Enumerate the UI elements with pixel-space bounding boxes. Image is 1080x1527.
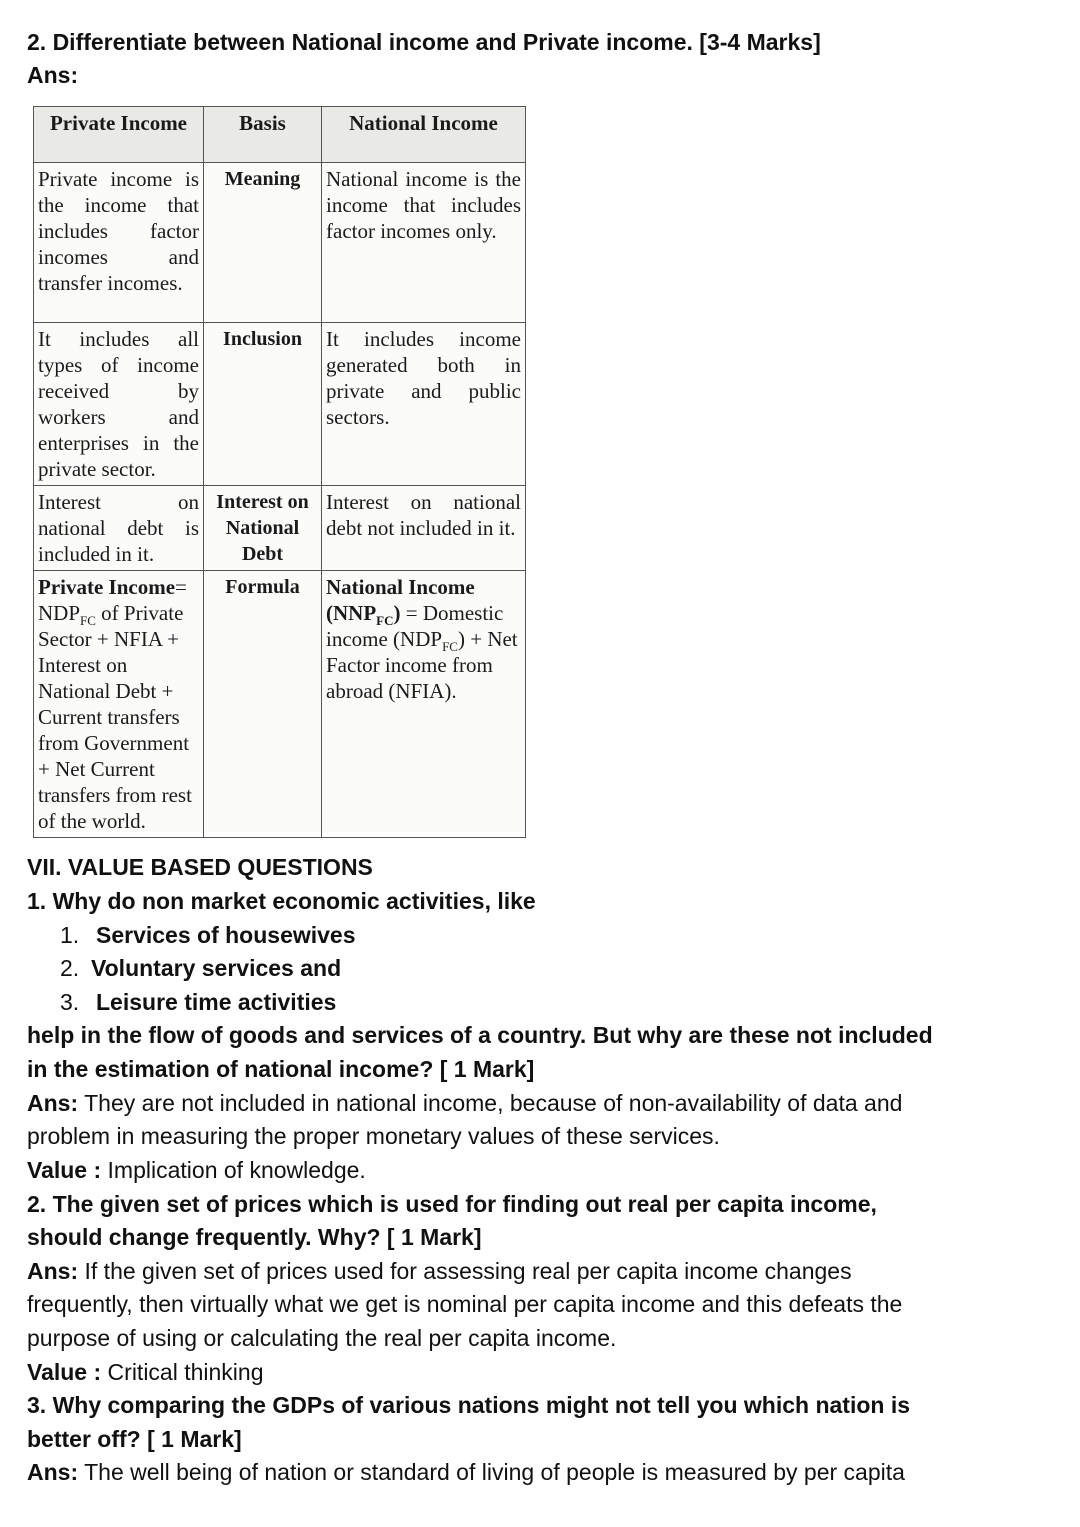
vq1-answer (27, 1087, 902, 1120)
answer-label: Ans: (27, 62, 79, 88)
vq1-continued: in the estimation of national income? [ 1 Mark] (27, 1056, 535, 1082)
table-row (34, 486, 526, 571)
answer-text: The well being of nation or standard of living of people is measured by per capita (78, 1459, 905, 1485)
answer-label: Ans: (27, 1090, 79, 1116)
comparison-table (33, 106, 526, 838)
vq3-title: 3. Why comparing the GDPs of various nations might not tell you which nation is (27, 1392, 911, 1418)
formula-ndp-sub: FC (442, 639, 458, 655)
formula-national-title: National Income (326, 575, 475, 599)
vq2-answer-cont: frequently, then virtually what we get is nominal per capita income and this defeats the (27, 1291, 903, 1317)
list-number: 1. (60, 922, 80, 948)
cell-private: Private income is the income that includes factor incomes and transfer incomes. (34, 163, 204, 323)
cell-national: Interest on national debt not included in it. (322, 486, 526, 571)
vq1-continued: help in the flow of goods and services of a country. But why are these not included (27, 1022, 933, 1048)
header-national-income: National Income (322, 107, 526, 163)
cell-basis: Meaning (204, 163, 322, 323)
vq1-title: 1. Why do non market economic activities, like (27, 888, 536, 914)
list-item (60, 986, 336, 1019)
vq2-title-cont: should change frequently. Why? [ 1 Mark] (27, 1224, 482, 1250)
vq2-title: 2. The given set of prices which is used for finding out real per capita income, (27, 1191, 877, 1217)
list-number: 2. (60, 955, 80, 981)
list-text: Services of housewives (96, 922, 356, 948)
formula-private-title: Private Income (38, 575, 176, 599)
list-text: Voluntary services and (91, 955, 342, 981)
formula-private-sub: FC (80, 613, 96, 629)
formula-private-pre: = NDP (38, 575, 187, 625)
vq2-answer-cont: purpose of using or calculating the real per capita income. (27, 1325, 617, 1351)
value-text: Implication of knowledge. (101, 1157, 366, 1183)
answer-text: If the given set of prices used for assessing real per capita income changes (78, 1258, 852, 1284)
table-row (34, 571, 526, 838)
vq3-answer (27, 1456, 905, 1489)
list-number: 3. (60, 989, 80, 1015)
value-label: Value : (27, 1157, 102, 1183)
header-basis: Basis (204, 107, 322, 163)
vq1-value (27, 1154, 366, 1187)
cell-national-formula (322, 571, 526, 838)
value-text: Critical thinking (101, 1359, 264, 1385)
answer-label: Ans: (27, 1459, 79, 1485)
cell-basis: Formula (204, 571, 322, 838)
vq3-title-cont: better off? [ 1 Mark] (27, 1426, 242, 1452)
list-text: Leisure time activities (96, 989, 337, 1015)
vq2-value (27, 1356, 264, 1389)
vq2-answer (27, 1255, 852, 1288)
cell-private-formula (34, 571, 204, 838)
comparison-table-image (33, 106, 525, 832)
list-item (60, 919, 356, 952)
cell-national: It includes income generated both in private and public sectors. (322, 323, 526, 486)
table-row (34, 163, 526, 323)
cell-basis: Inclusion (204, 323, 322, 486)
question-2-title: 2. Differentiate between National income and Private income. [3-4 Marks] (27, 29, 821, 55)
cell-national: National income is the income that includes factor incomes only. (322, 163, 526, 323)
formula-national-post: ) + Net Factor income from abroad (NFIA). (326, 627, 518, 703)
cell-basis: Interest on National Debt (204, 486, 322, 571)
answer-label: Ans: (27, 1258, 79, 1284)
answer-text: They are not included in national income, because of non-availability of data and (78, 1090, 903, 1116)
cell-private: It includes all types of income received by workers and enterprises in the private sector. (34, 323, 204, 486)
cell-private: Interest on national debt is included in it. (34, 486, 204, 571)
formula-nnp-close: ) (393, 601, 401, 625)
header-private-income: Private Income (34, 107, 204, 163)
table-row (34, 323, 526, 486)
formula-nnp: (NNP (326, 601, 377, 625)
vq1-answer-cont: problem in measuring the proper monetary values of these services. (27, 1123, 720, 1149)
formula-nnp-sub: FC (376, 613, 394, 629)
formula-private-post: of Private Sector + NFIA + Interest on National Debt + Current transfers from Government + Net Current transfers from rest of the world. (38, 601, 192, 833)
formula-national-mid: = Domestic income (NDP (326, 601, 504, 651)
list-item (60, 952, 341, 985)
section-title: VII. VALUE BASED QUESTIONS (27, 854, 373, 880)
value-label: Value : (27, 1359, 102, 1385)
